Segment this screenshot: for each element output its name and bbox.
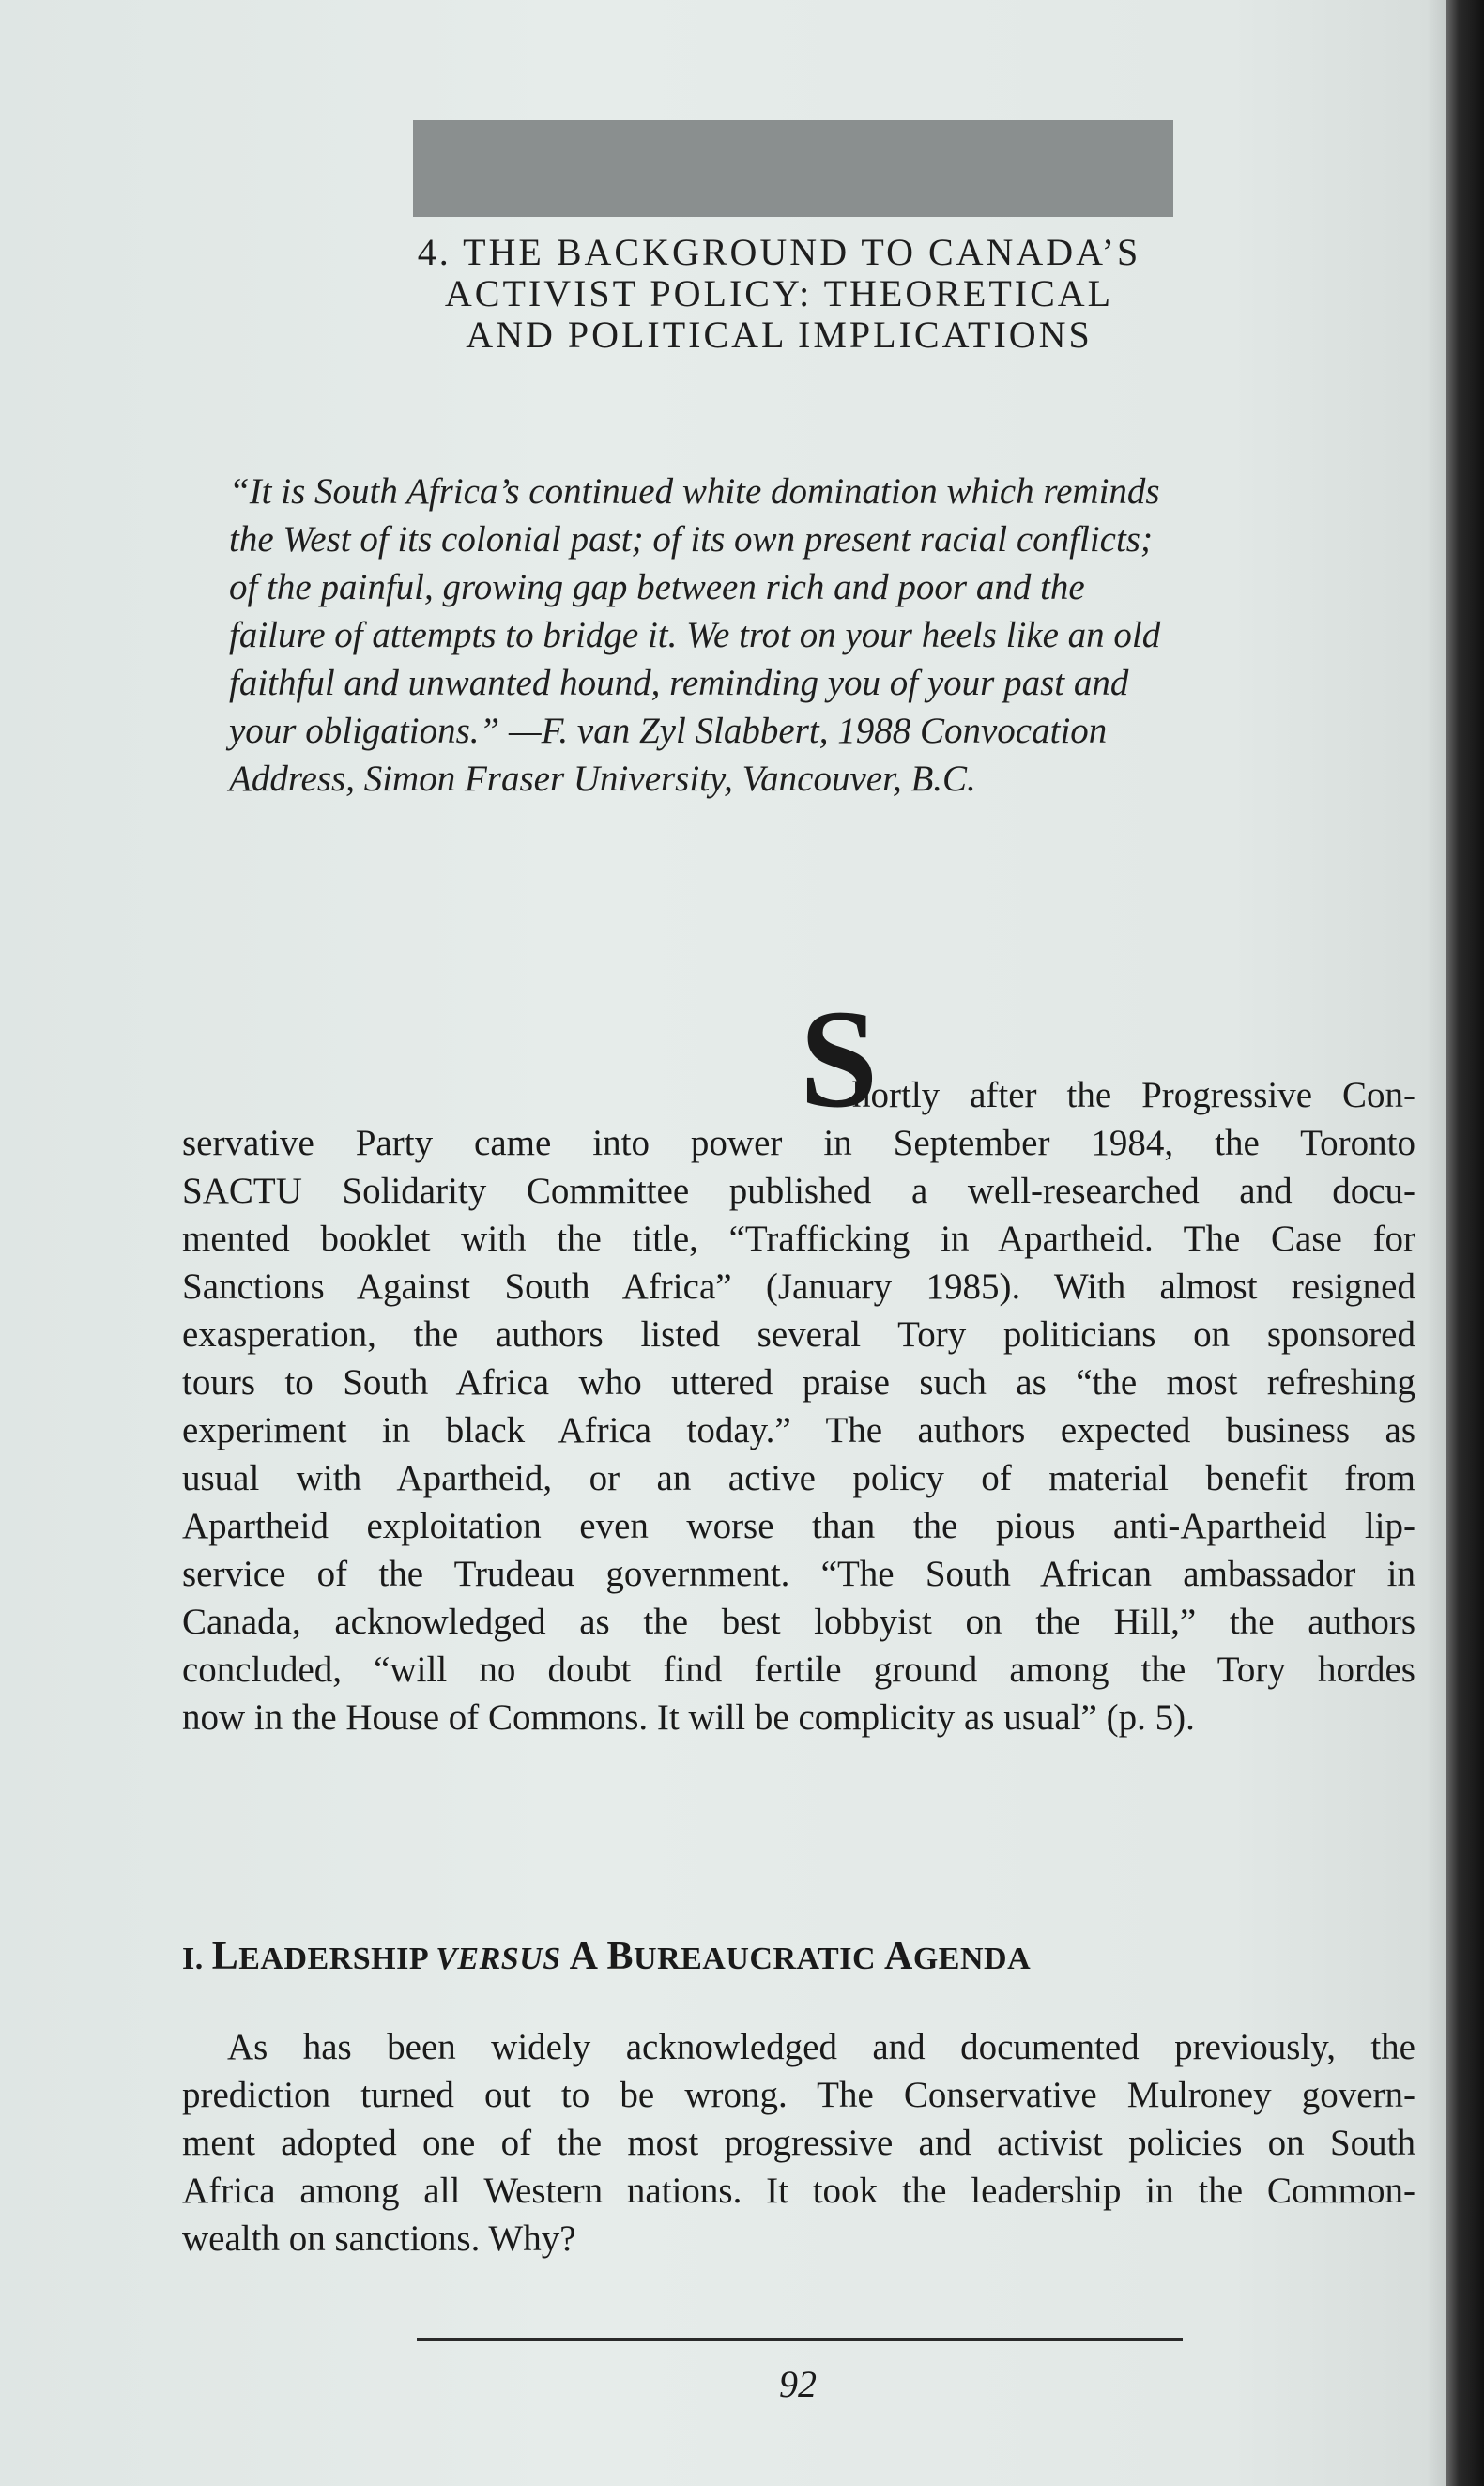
chapter-title — [225, 232, 1333, 356]
section-word-rest: UREAUCRATIC — [634, 1941, 877, 1976]
paragraph-line: Africa among all Western nations. It took the leadership in the Common- — [182, 2171, 1415, 2211]
paragraph-line: Canada, acknowledged as the best lobbyist on the Hill,” the authors — [182, 1602, 1415, 1642]
section-word-cap: B — [606, 1935, 635, 1978]
paragraph-line: servative Party came into power in September 1984, the Toronto — [182, 1123, 1415, 1163]
section-heading — [182, 1934, 1402, 1979]
epigraph-line: faithful and unwanted hound, reminding you of your past and — [229, 663, 1129, 703]
section-word-cap: A — [884, 1935, 913, 1978]
epigraph-line: “It is South Africa’s continued white domination which reminds — [229, 471, 1160, 512]
paragraph-line: mented booklet with the title, “Trafficking in Apartheid. The Case for — [182, 1219, 1415, 1259]
section-word-rest: GENDA — [912, 1941, 1032, 1976]
section-word-cap: A — [569, 1935, 599, 1978]
chapter-title-line: ACTIVIST POLICY: THEORETICAL — [444, 272, 1114, 315]
footer-rule — [417, 2338, 1183, 2341]
paragraph-line: now in the House of Commons. It will be complicity as usual” (p. 5). — [182, 1697, 1195, 1738]
paragraph-line: ment adopted one of the most progressive and activist policies on South — [182, 2123, 1415, 2163]
section-number: I. — [182, 1941, 204, 1976]
body-paragraph-2 — [182, 2023, 1415, 2263]
paragraph-line: exasperation, the authors listed several Tory politicians on sponsored — [182, 1314, 1415, 1355]
body-paragraph-1 — [182, 1071, 1415, 1742]
paragraph-line: experiment in black Africa today.” The authors expected business as — [182, 1410, 1415, 1450]
section-word-versus: VERSUS — [436, 1941, 561, 1976]
paragraph-line: usual with Apartheid, or an active policy of material benefit from — [182, 1458, 1415, 1498]
epigraph-line: Address, Simon Fraser University, Vancouver, B.C. — [229, 759, 976, 799]
paragraph-line: Sanctions Against South Africa” (January 1985). With almost resigned — [182, 1266, 1415, 1307]
epigraph-line: the West of its colonial past; of its own present racial conflicts; — [229, 519, 1153, 560]
page-number: 92 — [779, 2363, 817, 2405]
paragraph-line: prediction turned out to be wrong. The Conservative Mulroney govern- — [182, 2075, 1415, 2115]
epigraph-quote — [229, 468, 1355, 803]
paragraph-line: concluded, “will no doubt find fertile ground among the Tory hordes — [182, 1650, 1415, 1690]
page-binding-edge — [1446, 0, 1484, 2486]
epigraph-line: failure of attempts to bridge it. We trot on your heels like an old — [229, 615, 1161, 655]
paragraph-line: tours to South Africa who uttered praise such as “the most refreshing — [182, 1362, 1415, 1403]
paragraph-line: Apartheid exploitation even worse than the pious anti-Apartheid lip- — [182, 1506, 1415, 1546]
paragraph-line: service of the Trudeau government. “The South African ambassador in — [182, 1554, 1415, 1594]
chapter-title-line: 4. THE BACKGROUND TO CANADA’S — [417, 231, 1141, 273]
paragraph-line: wealth on sanctions. Why? — [182, 2218, 576, 2259]
epigraph-line: of the painful, growing gap between rich and poor and the — [229, 567, 1085, 607]
paragraph-line: hortly after the Progressive Con- — [852, 1075, 1415, 1115]
section-word-rest: EADERSHIP — [238, 1941, 428, 1976]
paragraph-line: As has been widely acknowledged and documented previously, the — [227, 2027, 1415, 2067]
drop-cap-letter: S — [800, 981, 879, 1137]
paragraph-line: SACTU Solidarity Committee published a well-researched and docu- — [182, 1171, 1415, 1211]
page-gutter-shadow — [1427, 0, 1446, 2486]
chapter-header-bar — [413, 120, 1173, 217]
section-word-cap: L — [211, 1935, 239, 1978]
chapter-title-line: AND POLITICAL IMPLICATIONS — [466, 314, 1093, 356]
epigraph-line: your obligations.” —F. van Zyl Slabbert, 1988 Convocation — [229, 711, 1108, 751]
